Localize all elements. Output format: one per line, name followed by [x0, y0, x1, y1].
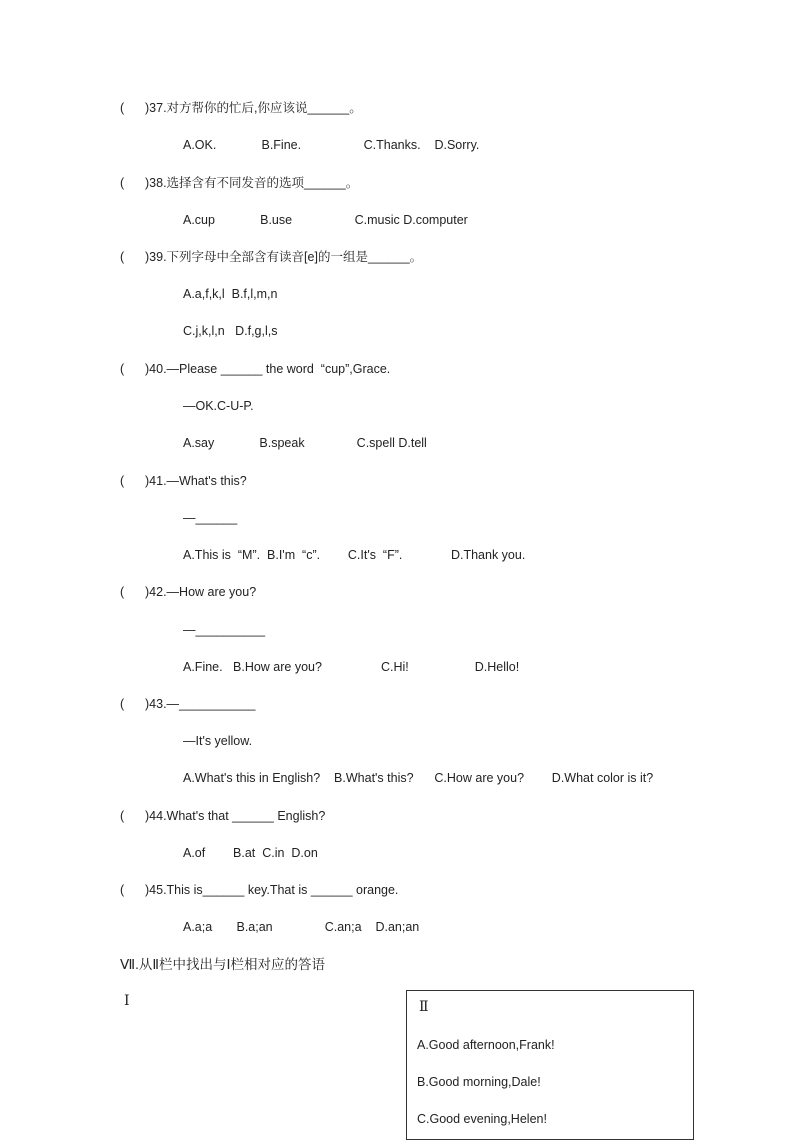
section-title: Ⅶ.从Ⅱ栏中找出与Ⅰ栏相对应的答语 [120, 957, 325, 972]
answer-item: B.Good morning,Dale! [417, 1075, 541, 1089]
question-stem: ( )38.选择含有不同发音的选项______。 [120, 176, 359, 190]
question-options: C.j,k,l,n D.f,g,l,s [183, 324, 278, 338]
question-stem: ( )45.This is______ key.That is ______ orange. [120, 883, 399, 897]
dialogue-response: —__________ [183, 623, 266, 637]
question-options: A.Fine. B.How are you? C.Hi! D.Hello! [183, 660, 520, 674]
question-stem: ( )44.What's that ______ English? [120, 809, 326, 823]
question-stem: ( )41.—What's this? [120, 474, 247, 488]
column-two-header: Ⅱ [419, 1000, 429, 1015]
question-stem: ( )39.下列字母中全部含有读音[e]的一组是______。 [120, 250, 423, 264]
question-options: A.a,f,k,l B.f,l,m,n [183, 287, 278, 301]
column-one-header: Ⅰ [124, 994, 130, 1009]
answer-item: A.Good afternoon,Frank! [417, 1038, 555, 1052]
answer-item: C.Good evening,Helen! [417, 1112, 547, 1126]
question-stem: ( )37.对方帮你的忙后,你应该说______。 [120, 101, 362, 115]
question-stem: ( )40.—Please ______ the word “cup”,Grace. [120, 362, 391, 376]
column-two-box [406, 990, 694, 1140]
question-options: A.say B.speak C.spell D.tell [183, 436, 427, 450]
question-stem: ( )42.—How are you? [120, 585, 257, 599]
dialogue-response: —OK.C-U-P. [183, 399, 254, 413]
question-options: A.of B.at C.in D.on [183, 846, 318, 860]
question-options: A.What's this in English? B.What's this? C.How are you? D.What color is it? [183, 771, 654, 785]
dialogue-response: —______ [183, 511, 238, 525]
question-options: A.cup B.use C.music D.computer [183, 213, 468, 227]
question-options: A.This is “M”. B.I'm “c”. C.It's “F”. D.Thank you. [183, 548, 526, 562]
question-options: A.OK. B.Fine. C.Thanks. D.Sorry. [183, 138, 480, 152]
dialogue-response: —It's yellow. [183, 734, 253, 748]
question-options: A.a;a B.a;an C.an;a D.an;an [183, 920, 420, 934]
question-stem: ( )43.—___________ [120, 697, 256, 711]
